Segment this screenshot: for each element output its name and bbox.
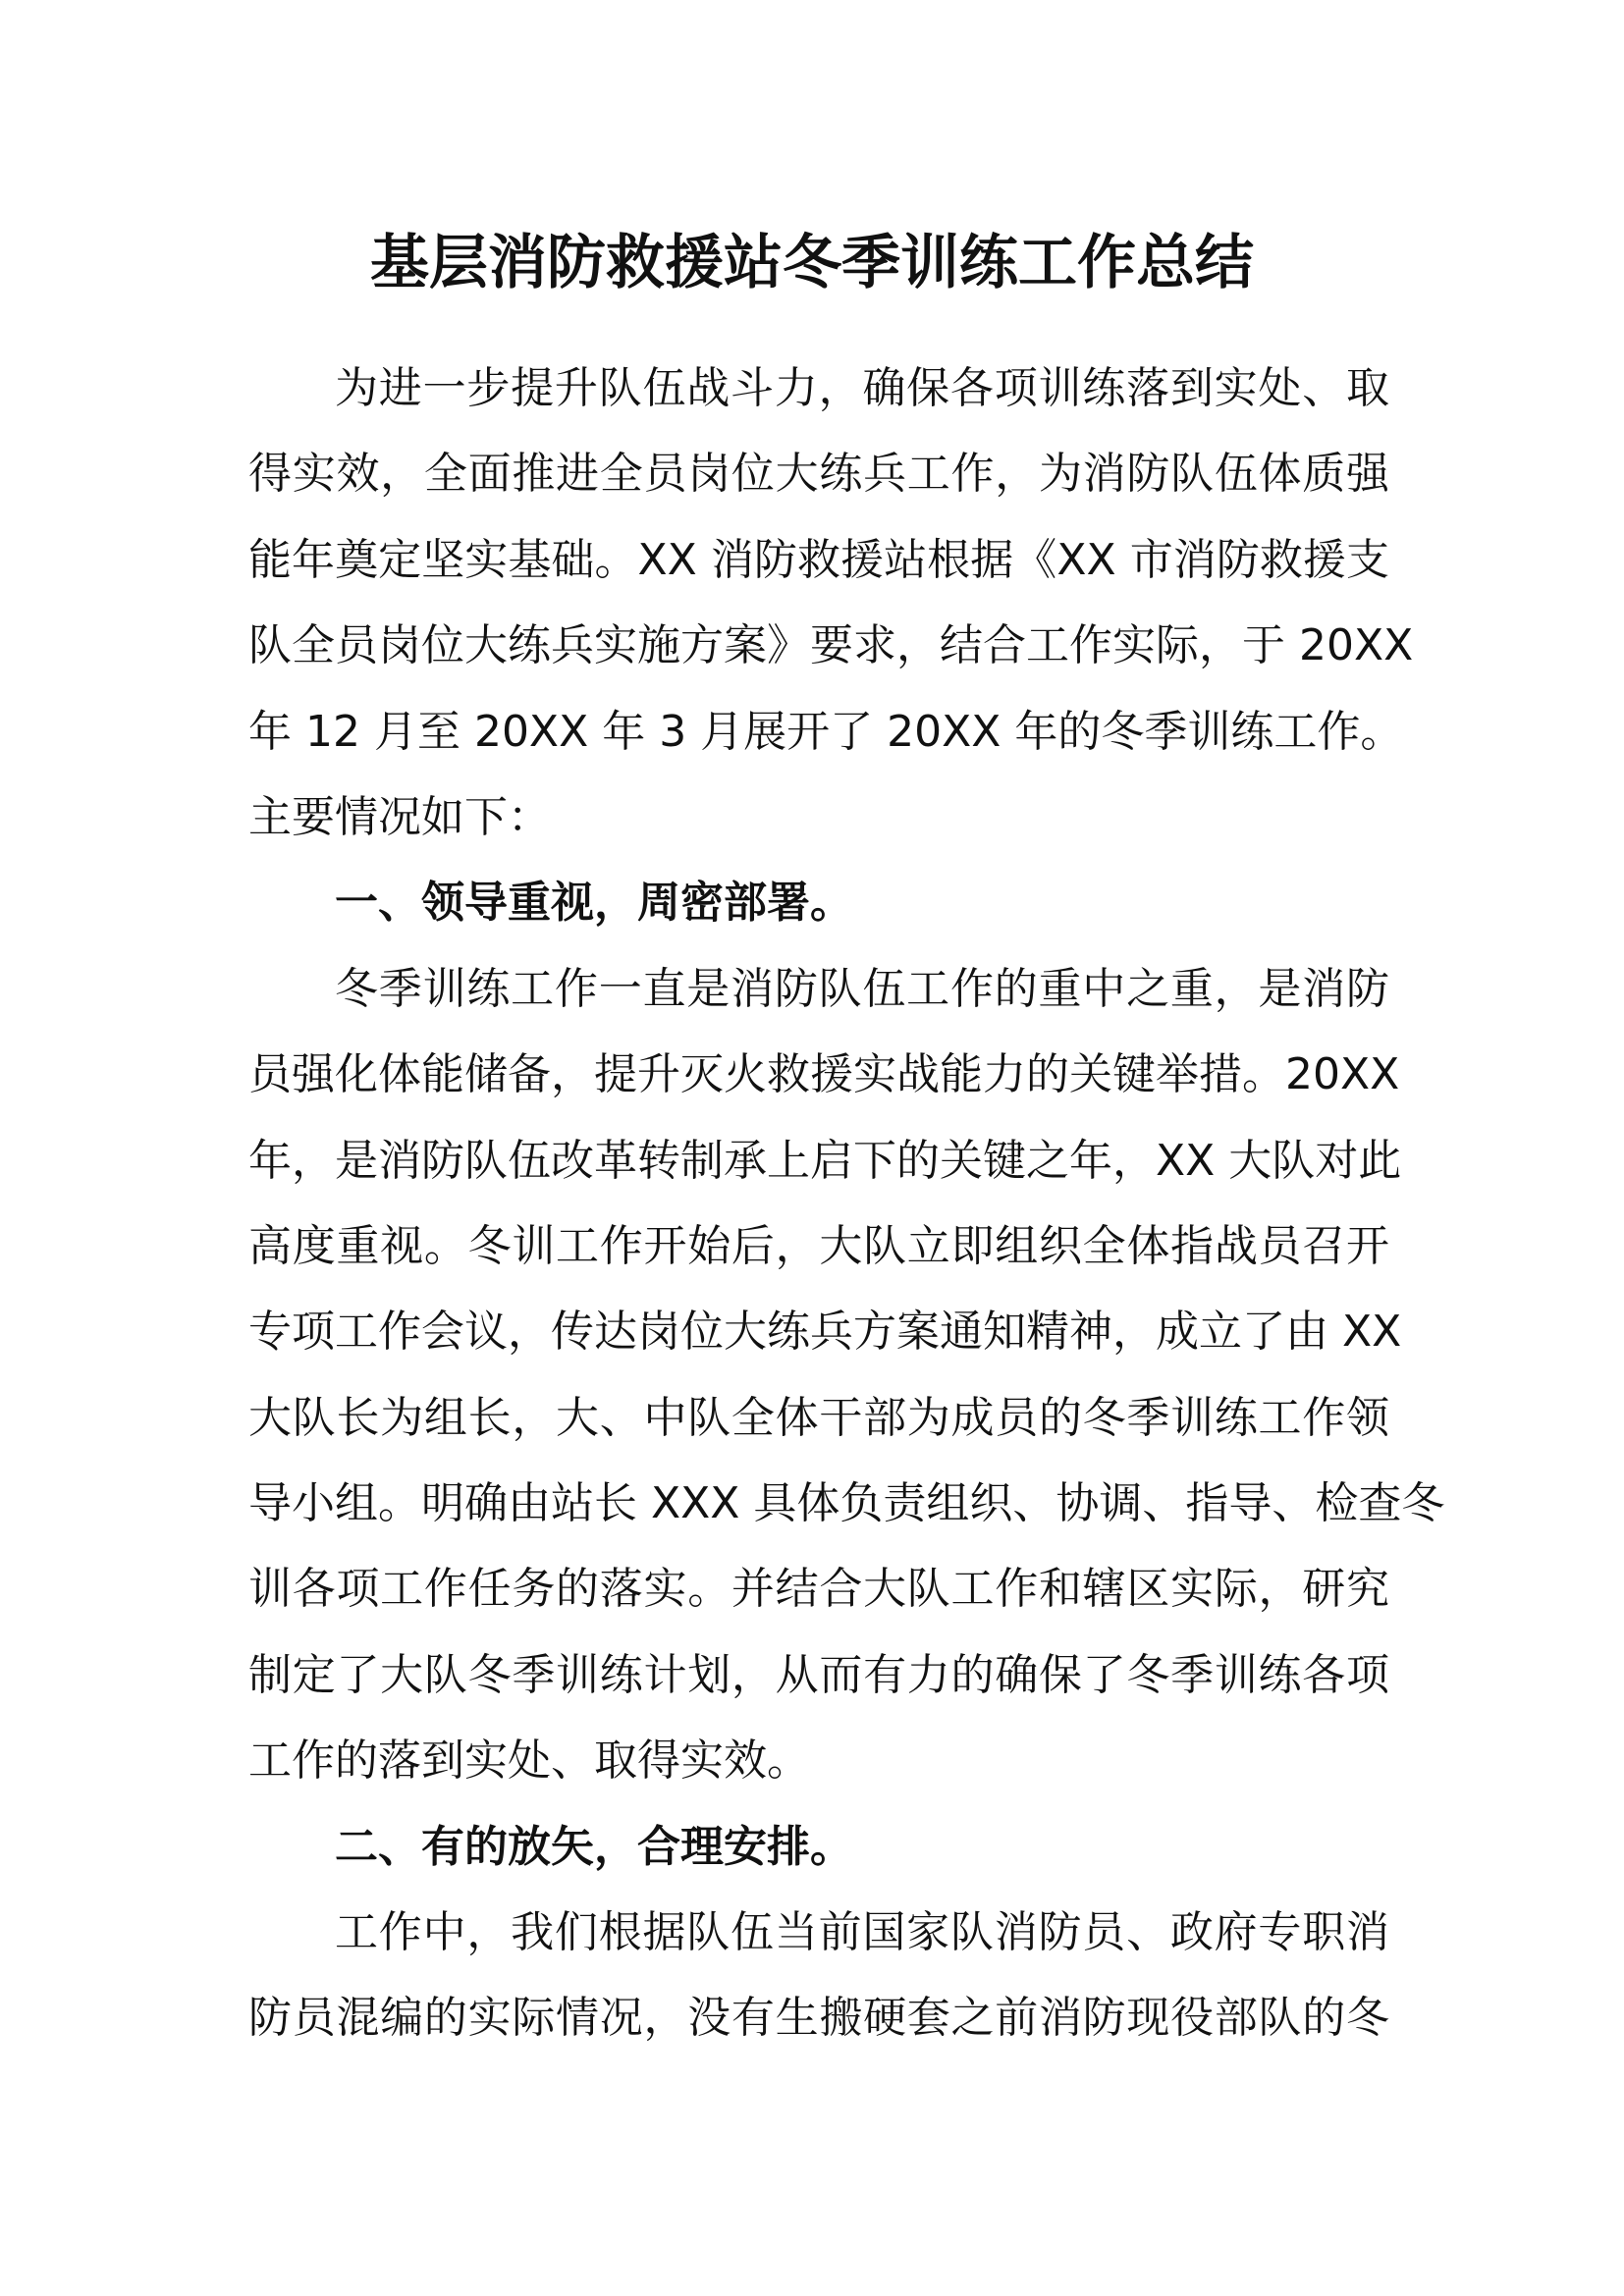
paragraph-section-1 (248, 946, 1445, 1804)
text-line: 为进一步提升队伍战斗力，确保各项训练落到实处、取 (335, 363, 1389, 413)
text-line: 导小组。明确由站长 XXX 具体负责组织、协调、指导、检查冬 (248, 1478, 1445, 1529)
text-line: 工作中，我们根据队伍当前国家队消防员、政府专职消 (335, 1907, 1389, 1958)
text-line: 年 12 月至 20XX 年 3 月展开了 20XX 年的冬季训练工作。 (248, 706, 1404, 757)
text-line: 高度重视。冬训工作开始后，大队立即组织全体指战员召开 (248, 1220, 1389, 1271)
text-line: 得实效，全面推进全员岗位大练兵工作，为消防队伍体质强 (248, 449, 1389, 500)
text-line: 员强化体能储备，提升灭火救援实战能力的关键举措。20XX (248, 1049, 1400, 1100)
text-line: 制定了大队冬季训练计划，从而有力的确保了冬季训练各项 (248, 1649, 1389, 1700)
section-heading-2: 二、有的放矢，合理安排。 (335, 1821, 853, 1872)
text-line: 能年奠定坚实基础。XX 消防救援站根据《XX 市消防救援支 (248, 534, 1389, 585)
section-heading-1: 一、领导重视，周密部署。 (335, 878, 853, 929)
document-title: 基层消防救援站冬季训练工作总结 (370, 229, 1254, 297)
text-line: 训各项工作任务的落实。并结合大队工作和辖区实际，研究 (248, 1564, 1389, 1615)
paragraph-section-2 (248, 1890, 1389, 2061)
paragraph-intro (248, 346, 1414, 860)
text-line: 冬季训练工作一直是消防队伍工作的重中之重，是消防 (335, 963, 1389, 1014)
text-line: 防员混编的实际情况，没有生搬硬套之前消防现役部队的冬 (248, 1993, 1389, 2044)
text-line: 主要情况如下： (248, 791, 551, 842)
text-line: 队全员岗位大练兵实施方案》要求，结合工作实际，于 20XX (248, 620, 1414, 671)
text-line: 大队长为组长，大、中队全体干部为成员的冬季训练工作领 (248, 1392, 1389, 1443)
text-line: 专项工作会议，传达岗位大练兵方案通知精神，成立了由 XX (248, 1307, 1402, 1358)
text-line: 年，是消防队伍改革转制承上启下的关键之年，XX 大队对此 (248, 1135, 1402, 1186)
document-body (248, 346, 1445, 2061)
text-line: 工作的落到实处、取得实效。 (248, 1735, 810, 1787)
